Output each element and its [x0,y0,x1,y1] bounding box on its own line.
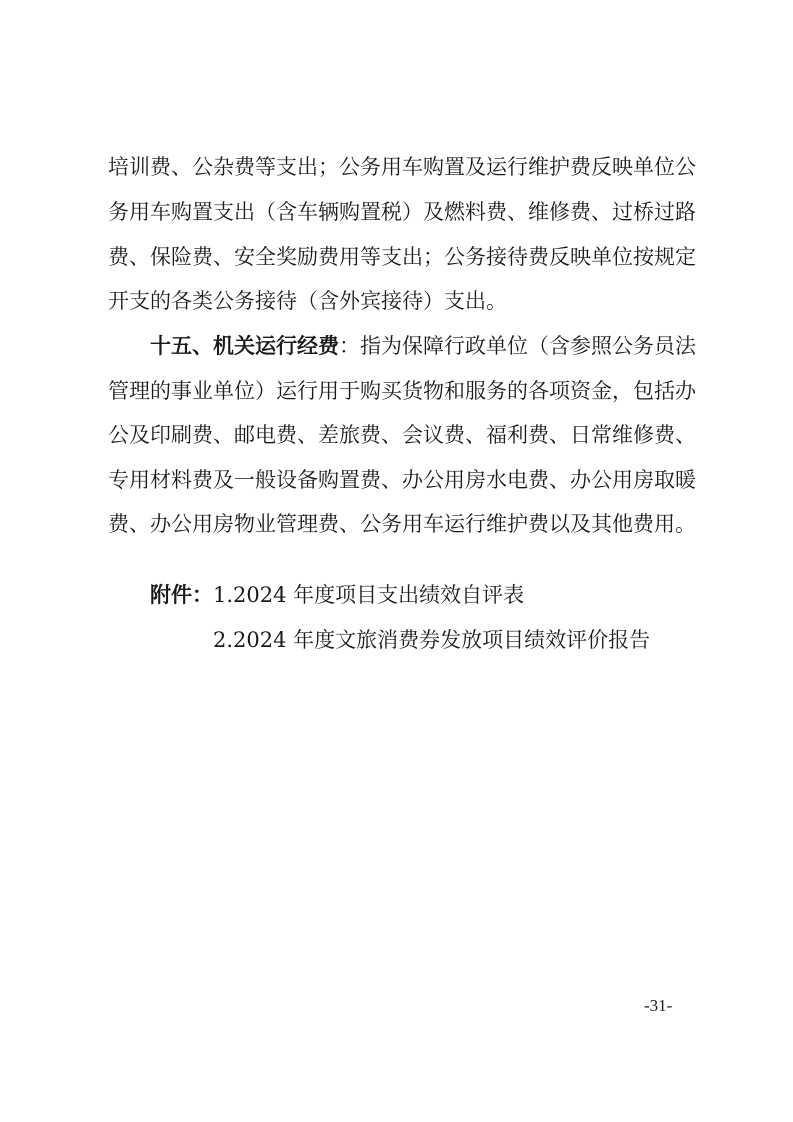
paragraph-2-line-4: 专用材料费及一般设备购置费、办公用房水电费、办公用房取暖 [108,468,696,492]
paragraph-2-line-1-text: ：指为保障行政单位（含参照公务员法 [339,334,696,358]
paragraph-2-line-5: 费、办公用房物业管理费、公务用车运行维护费以及其他费用。 [108,512,696,536]
paragraph-2-line-3: 公及印刷费、邮电费、差旅费、会议费、福利费、日常维修费、 [108,423,696,447]
attachment-item-1: 1.2024 年度项目支出绩效自评表 [213,583,525,607]
attachment-item-2: 2.2024 年度文旅消费券发放项目绩效评价报告 [213,628,651,652]
page-number: -31- [644,996,673,1015]
paragraph-1-line-3: 费、保险费、安全奖励费用等支出；公务接待费反映单位按规定 [108,245,696,269]
paragraph-2-line-2: 管理的事业单位）运行用于购买货物和服务的各项资金，包括办 [108,379,696,403]
paragraph-1-line-2: 务用车购置支出（含车辆购置税）及燃料费、维修费、过桥过路 [108,200,696,224]
paragraph-1-line-1: 培训费、公杂费等支出；公务用车购置及运行维护费反映单位公 [108,155,696,179]
paragraph-2-line-1 [150,331,696,361]
paragraph-1-line-4: 开支的各类公务接待（含外宾接待）支出。 [108,289,507,313]
attachment-row-1 [150,580,524,610]
section-heading: 十五、机关运行经费 [150,334,339,358]
attachments-label: 附件： [150,583,213,607]
